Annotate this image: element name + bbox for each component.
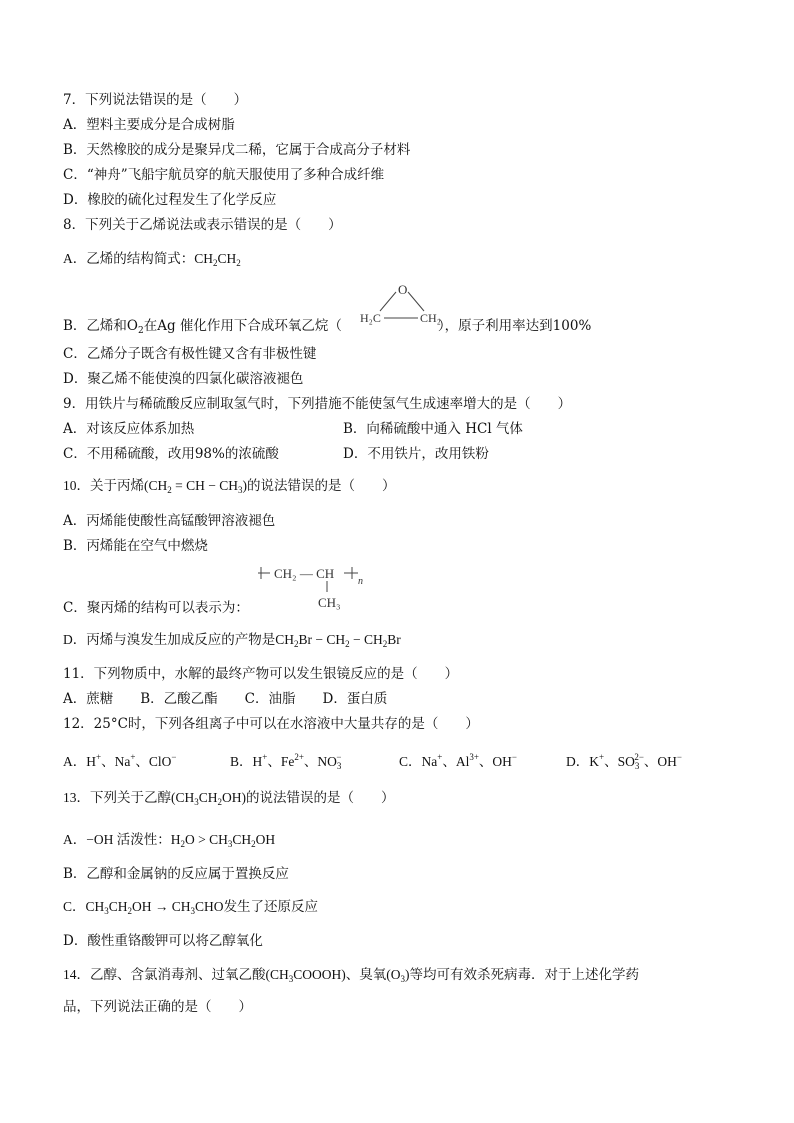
- q12-option-c: C．Na+、$Al^{3+}$、OH−: [399, 752, 517, 769]
- q12-option-a: A．H+、Na+、ClO−: [63, 752, 177, 769]
- q9-stem: 9．用铁片与稀硫酸反应制取氢气时，下列措施不能使氢气生成速率增大的是（ ）: [63, 396, 572, 412]
- q8-option-d: D．聚乙烯不能使溴的四氯化碳溶液褪色: [63, 371, 304, 387]
- q9-option-a: A．对该反应体系加热: [63, 421, 195, 437]
- q11-stem: 11．下列物质中，水解的最终产物可以发生银镜反应的是（ ）: [63, 666, 459, 682]
- q9-option-d: D．不用铁片，改用铁粉: [343, 446, 489, 462]
- q13-stem: 13．下列关于乙醇$(CH_3CH_2OH)$的说法错误的是（ ）: [63, 790, 395, 807]
- q11-options: A．蔗糖 B．乙酸乙酯 C．油脂 D．蛋白质: [63, 691, 388, 707]
- q10-option-b: B．丙烯能在空气中燃烧: [63, 538, 208, 554]
- q7-option-c: C．“神舟”飞船宇航员穿的航天服使用了多种合成纤维: [63, 167, 385, 183]
- epoxide-oxygen: O: [398, 282, 408, 297]
- q7-stem: 7．下列说法错误的是（ ）: [63, 92, 248, 108]
- q14-stem-line2: 品，下列说法正确的是（ ）: [63, 999, 252, 1015]
- q10-option-c: C．聚丙烯的结构可以表示为：: [63, 600, 249, 616]
- q7-option-a: A．塑料主要成分是合成树脂: [63, 117, 235, 133]
- polypropylene-structure: [252, 560, 372, 614]
- q13-option-a: A．−OH 活泼性：$H_2O > CH_3CH_2OH$: [63, 832, 276, 849]
- epoxide-left-carbon: H₂C: [360, 311, 381, 325]
- q12-option-d: D．K+、$SO_3^{2-}$、OH−: [566, 752, 682, 771]
- q8-option-b: B．乙烯和$O_2$在Ag 催化作用下合成环氧乙烷（ ），原子利用率达到100%: [63, 318, 592, 336]
- q10-option-a: A．丙烯能使酸性高锰酸钾溶液褪色: [63, 513, 276, 529]
- q12-stem: 12．25°C时，下列各组离子中可以在水溶液中大量共存的是（ ）: [63, 716, 479, 732]
- q8-stem: 8．下列关于乙烯说法或表示错误的是（ ）: [63, 217, 342, 233]
- polymer-repeat-unit: CH₂ — CH: [274, 566, 335, 581]
- q8-option-a: A．乙烯的结构简式：$CH_2CH_2$: [63, 251, 241, 268]
- q10-stem: 10．关于丙烯($CH_2$ = CH − $CH_3$)的说法错误的是（ ）: [63, 478, 396, 495]
- q8-option-c: C．乙烯分子既含有极性键又含有非极性键: [63, 346, 317, 362]
- q12-option-b: B．H+、$Fe^{2+}$、$NO_3^-$: [230, 752, 342, 771]
- q13-option-b: B．乙醇和金属钠的反应属于置换反应: [63, 866, 289, 882]
- polymer-subscript-n: n: [358, 576, 363, 587]
- q10-option-d: D．丙烯与溴发生加成反应的产物是$CH_2Br - CH_2 - CH_2Br$: [63, 632, 401, 649]
- q13-option-d: D．酸性重铬酸钾可以将乙醇氧化: [63, 933, 263, 949]
- q7-option-b: B．天然橡胶的成分是聚异戊二稀，它属于合成高分子材料: [63, 142, 411, 158]
- q7-option-d: D．橡胶的硫化过程发生了化学反应: [63, 192, 277, 208]
- epoxide-right-carbon: CH₂: [420, 311, 441, 325]
- q9-option-c: C．不用稀硫酸，改用98%的浓硫酸: [63, 446, 279, 462]
- methyl-group: CH₃: [318, 595, 341, 610]
- q14-stem-line1: 14．乙醇、含氯消毒剂、过氧乙酸$(CH_3COOOH)$、臭氧$(O_3)$等均可有效杀死病毒．对于上述化学药: [63, 967, 639, 984]
- q13-option-c: C．$CH_3CH_2OH \to CH_3CHO$发生了还原反应: [63, 899, 319, 916]
- q9-option-b: B．向稀硫酸中通入 HCl 气体: [343, 421, 523, 437]
